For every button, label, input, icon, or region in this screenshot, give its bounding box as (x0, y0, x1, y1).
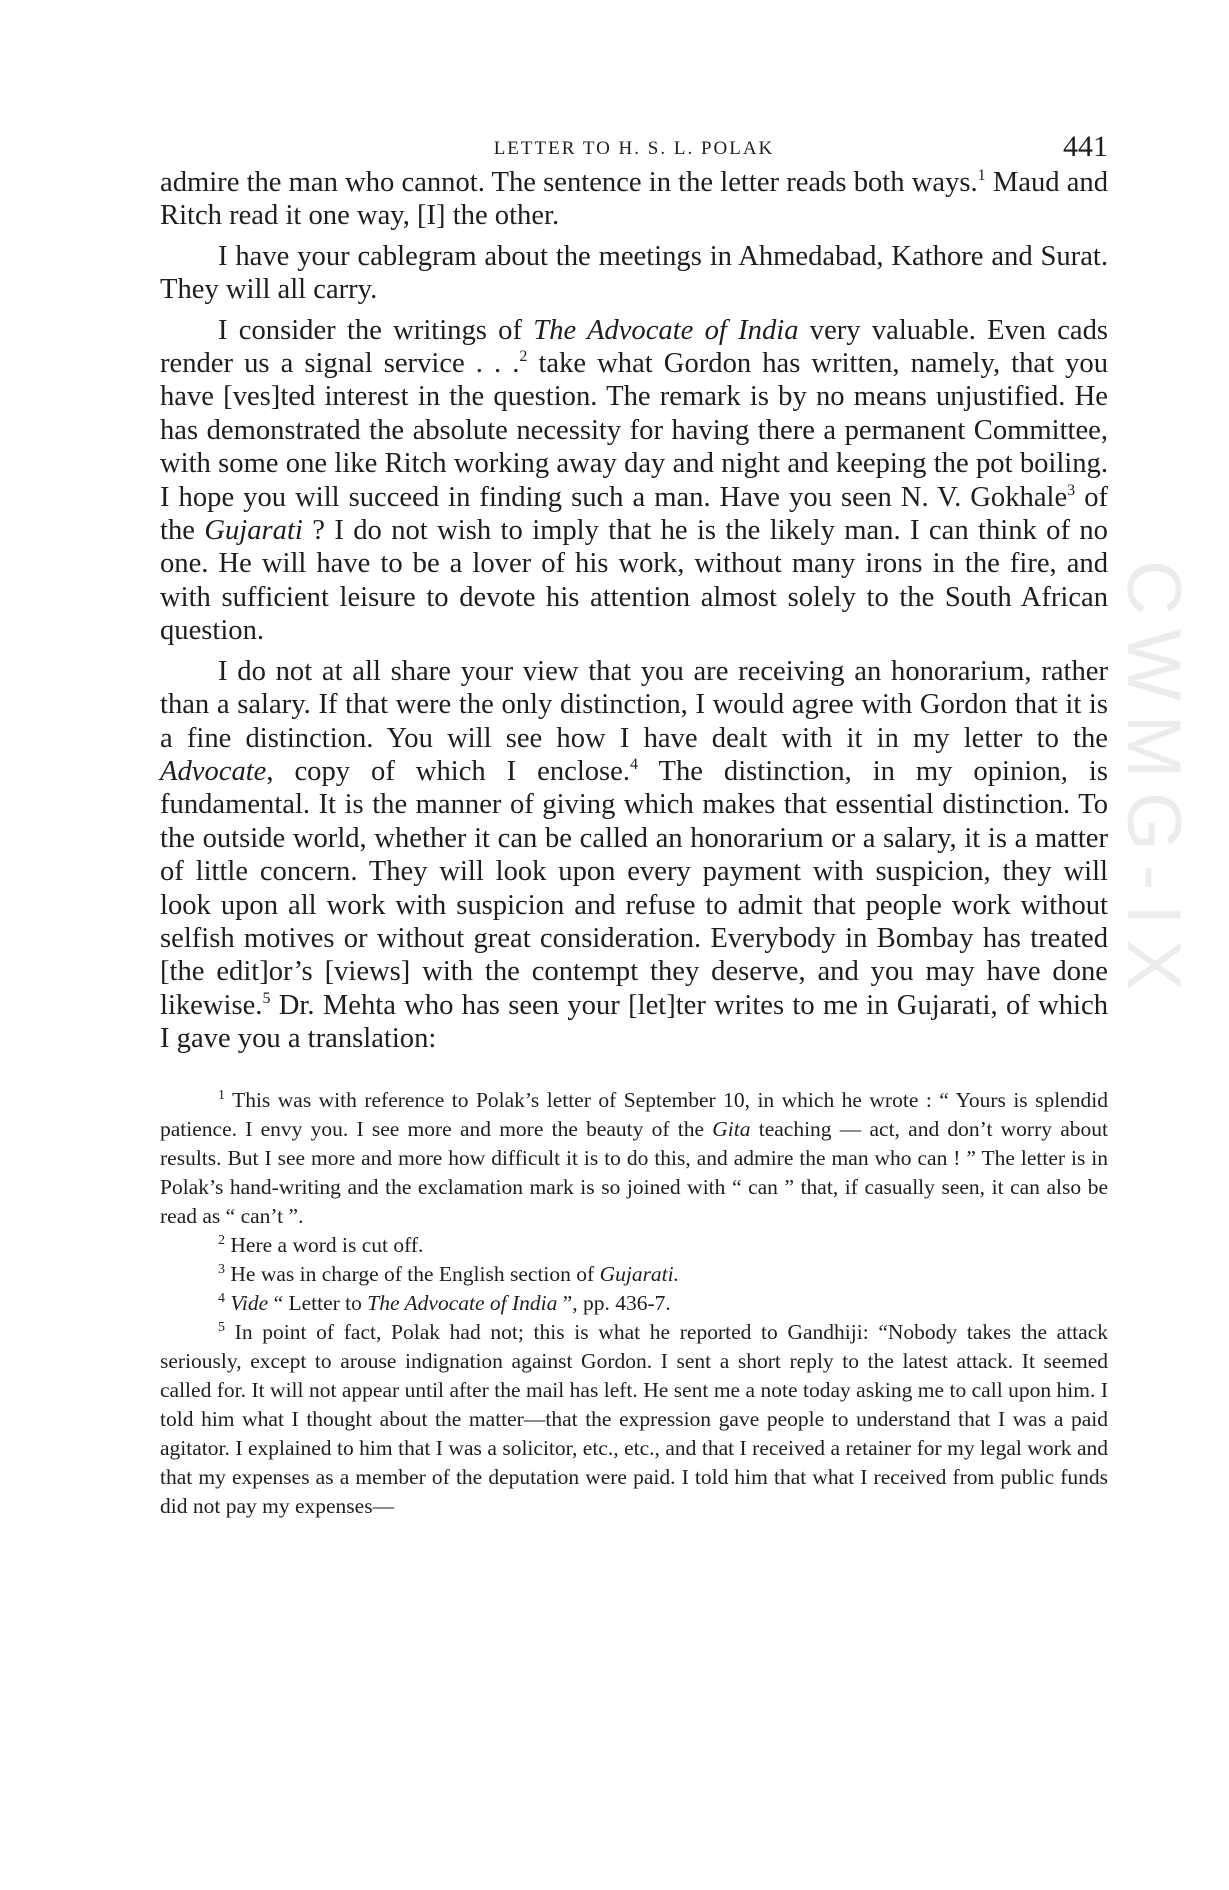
text-run: The distinction, in my opinion, is fundamental. It is the manner of giving which makes that essential distinction. To the outside world, whether it can be called an honorarium or a salary, it is a matter of little concern. They will look upon every payment with suspicion, they will look upon all work with suspicion and refuse to admit that people work without selfish motives or without great consideration. Everybody in Bombay has treated [the edit]or’s [views] with the contempt they deserve, and you may have done likewise. (160, 755, 1108, 1021)
footnote-reference: 5 (262, 989, 271, 1007)
text-run: In point of fact, Polak had not; this is what he reported to Gandhiji: “Nobody takes the attack seriously, except to arouse indignation against Gordon. I sent a short reply to the latest attack. It seemed called for. It will not appear until after the mail has left. He sent me a note today asking me to call upon him. I told him what I thought about the matter—that the expression gave people to understand that I was a paid agitator. I explained to him that I was a solicitor, etc., etc., and that I received a retainer for my legal work and that my expenses as a member of the deputation were paid. I told him that what I received from public funds did not pay my expenses— (160, 1319, 1108, 1518)
text-run: Maud and Ritch read it one way, [I] the other. (160, 167, 1109, 232)
text-run: I do not at all share your view that you are receiving an honorarium, rather than a salary. If that were the only distinction, I would agree with Gordon that it is a fine distinction. You will see how I have dealt with it in my letter to the (160, 655, 1108, 754)
watermark: CWMG-IX (1111, 560, 1196, 1005)
paragraph (160, 314, 1108, 648)
footnote-reference: 2 (519, 348, 528, 366)
text-run: ”, pp. 436-7. (557, 1290, 671, 1315)
text-run: “ Letter to (268, 1290, 368, 1315)
text-run: very valuable. Even cads render us a signal service . . . (160, 314, 1109, 380)
italic-text: The Advocate of India (367, 1290, 558, 1315)
text-run: , copy of which I enclose. (266, 755, 631, 787)
paragraph (160, 166, 1108, 233)
text-run: I consider the writings of (218, 314, 534, 346)
footnote-number: 2 (218, 1232, 225, 1248)
footnote-number: 5 (218, 1319, 225, 1335)
text-run: of the (160, 481, 1109, 547)
text-run: I have your cablegram about the meetings in Ahmedabad, Kathore and Surat. They will all carry. (160, 240, 1108, 306)
footnote-reference: 4 (630, 755, 639, 773)
footnote-reference: 1 (977, 167, 986, 184)
text-run: Dr. Mehta who has seen your [let]ter writes to me in Gujarati, of which I gave you a translation: (160, 989, 1108, 1055)
italic-text: Advocate (160, 755, 267, 787)
text-run: take what Gordon has written, namely, that you have [ves]ted interest in the question. The remark is by no means unjustified. He has demonstrated the absolute necessity for having there a permanent Committee, with some one like Ritch working away day and night and keeping the pot boiling. I hope you will succeed in finding such a man. Have you seen N. V. Gokhale (160, 348, 1109, 513)
page (160, 130, 1108, 1521)
footnote (160, 1231, 1108, 1260)
running-head-title: LETTER TO H. S. L. POLAK (493, 138, 775, 159)
italic-text: Gita (712, 1116, 751, 1141)
italic-text: The Advocate of India (533, 314, 799, 346)
page-number: 441 (1063, 130, 1108, 163)
text-run: He was in charge of the English section of (225, 1261, 600, 1286)
footnote (160, 1318, 1108, 1521)
footnote-reference: 3 (1067, 481, 1076, 499)
footnote (160, 1289, 1108, 1318)
running-head (160, 130, 1108, 166)
italic-text: Gujarati. (599, 1261, 680, 1286)
text-run: admire the man who cannot. The sentence in the letter reads both ways. (160, 167, 978, 198)
paragraph (160, 655, 1108, 1056)
italic-text: Vide (230, 1290, 269, 1315)
footnote (160, 1086, 1108, 1231)
body-text (160, 166, 1108, 1056)
text-run: Here a word is cut off. (225, 1232, 424, 1257)
paragraph (160, 240, 1108, 307)
text-run: This was with reference to Polak’s letter of September 10, in which he wrote : “ Yours is splendid patience. I envy you. I see more and more the beauty of the (160, 1087, 1108, 1141)
text-run: teaching — act, and don’t worry about results. But I see more and more how difficult it is to do this, and admire the man who can ! ” The letter is in Polak’s hand-writing and the exclamation mark is so joined with “ can ” that, if casually seen, it can also be read as “ can’t ”. (160, 1116, 1108, 1228)
italic-text: Gujarati (204, 515, 303, 547)
text-run: ? I do not wish to imply that he is the likely man. I can think of no one. He will have to be a lover of his work, without many irons in the fire, and with sufficient leisure to devote his attention almost solely to the South African question. (160, 515, 1108, 647)
footnote (160, 1260, 1108, 1289)
footnote-number: 3 (218, 1261, 225, 1277)
footnotes (160, 1086, 1108, 1521)
footnote-number: 1 (218, 1087, 225, 1103)
footnote-number: 4 (218, 1290, 225, 1306)
